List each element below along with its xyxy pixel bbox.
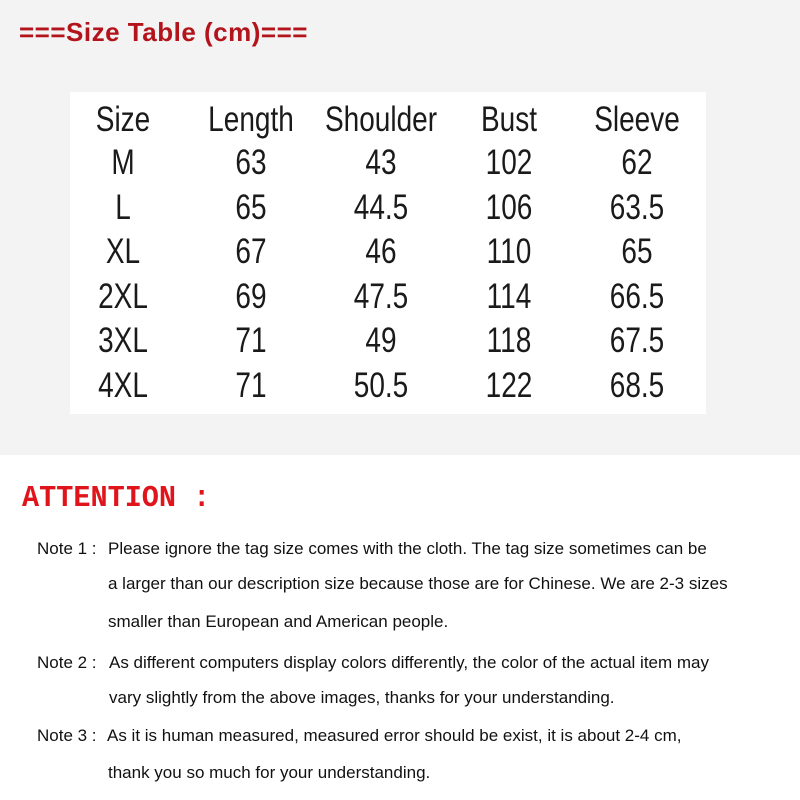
note-text-line: As it is human measured, measured error should be exist, it is about 2-4 cm, xyxy=(107,726,682,745)
cell-length: 63 xyxy=(235,143,267,182)
cell-bust: 102 xyxy=(485,143,533,182)
cell-size: 3XL xyxy=(98,321,148,360)
cell-sleeve: 66.5 xyxy=(609,277,665,316)
cell-size: XL xyxy=(105,232,141,271)
note-text-line: vary slightly from the above images, thanks for your understanding. xyxy=(109,688,615,707)
note-label: Note 1 : xyxy=(37,539,97,558)
cell-size: 4XL xyxy=(98,366,148,405)
cell-shoulder: 43 xyxy=(365,143,397,182)
size-table-title: ===Size Table (cm)=== xyxy=(19,17,308,47)
cell-bust: 122 xyxy=(485,366,533,405)
cell-sleeve: 62 xyxy=(621,143,653,182)
cell-length: 65 xyxy=(235,188,267,227)
cell-shoulder: 47.5 xyxy=(353,277,409,316)
cell-shoulder: 50.5 xyxy=(353,366,409,405)
header-size: Size xyxy=(95,100,151,139)
note-text-line: As different computers display colors differently, the color of the actual item may xyxy=(109,653,710,672)
cell-size: M xyxy=(111,143,135,182)
header-bust: Bust xyxy=(480,100,538,139)
note-text-line: smaller than European and American people. xyxy=(108,612,449,631)
cell-shoulder: 46 xyxy=(365,232,397,271)
note-text-line: thank you so much for your understanding. xyxy=(108,763,431,782)
cell-sleeve: 67.5 xyxy=(609,321,665,360)
cell-bust: 118 xyxy=(486,321,532,360)
cell-shoulder: 49 xyxy=(365,321,397,360)
note-label: Note 2 : xyxy=(37,653,97,672)
cell-sleeve: 63.5 xyxy=(609,188,665,227)
cell-bust: 114 xyxy=(486,277,532,316)
cell-shoulder: 44.5 xyxy=(353,188,409,227)
note-label: Note 3 : xyxy=(37,726,97,745)
cell-size: 2XL xyxy=(98,277,148,316)
cell-bust: 106 xyxy=(485,188,533,227)
note-text-line: Please ignore the tag size comes with the cloth. The tag size sometimes can be xyxy=(108,539,707,558)
cell-length: 67 xyxy=(235,232,267,271)
size-table-panel xyxy=(70,92,706,414)
attention-heading: ATTENTION : xyxy=(22,481,211,516)
header-length: Length xyxy=(208,100,294,139)
header-shoulder: Shoulder xyxy=(324,100,438,139)
cell-length: 69 xyxy=(235,277,267,316)
cell-length: 71 xyxy=(235,366,267,405)
cell-sleeve: 68.5 xyxy=(609,366,665,405)
header-sleeve: Sleeve xyxy=(594,100,680,139)
cell-bust: 110 xyxy=(486,232,532,271)
note-text-line: a larger than our description size because those are for Chinese. We are 2-3 sizes xyxy=(108,574,728,593)
cell-sleeve: 65 xyxy=(621,232,653,271)
cell-size: L xyxy=(115,188,131,227)
cell-length: 71 xyxy=(235,321,267,360)
